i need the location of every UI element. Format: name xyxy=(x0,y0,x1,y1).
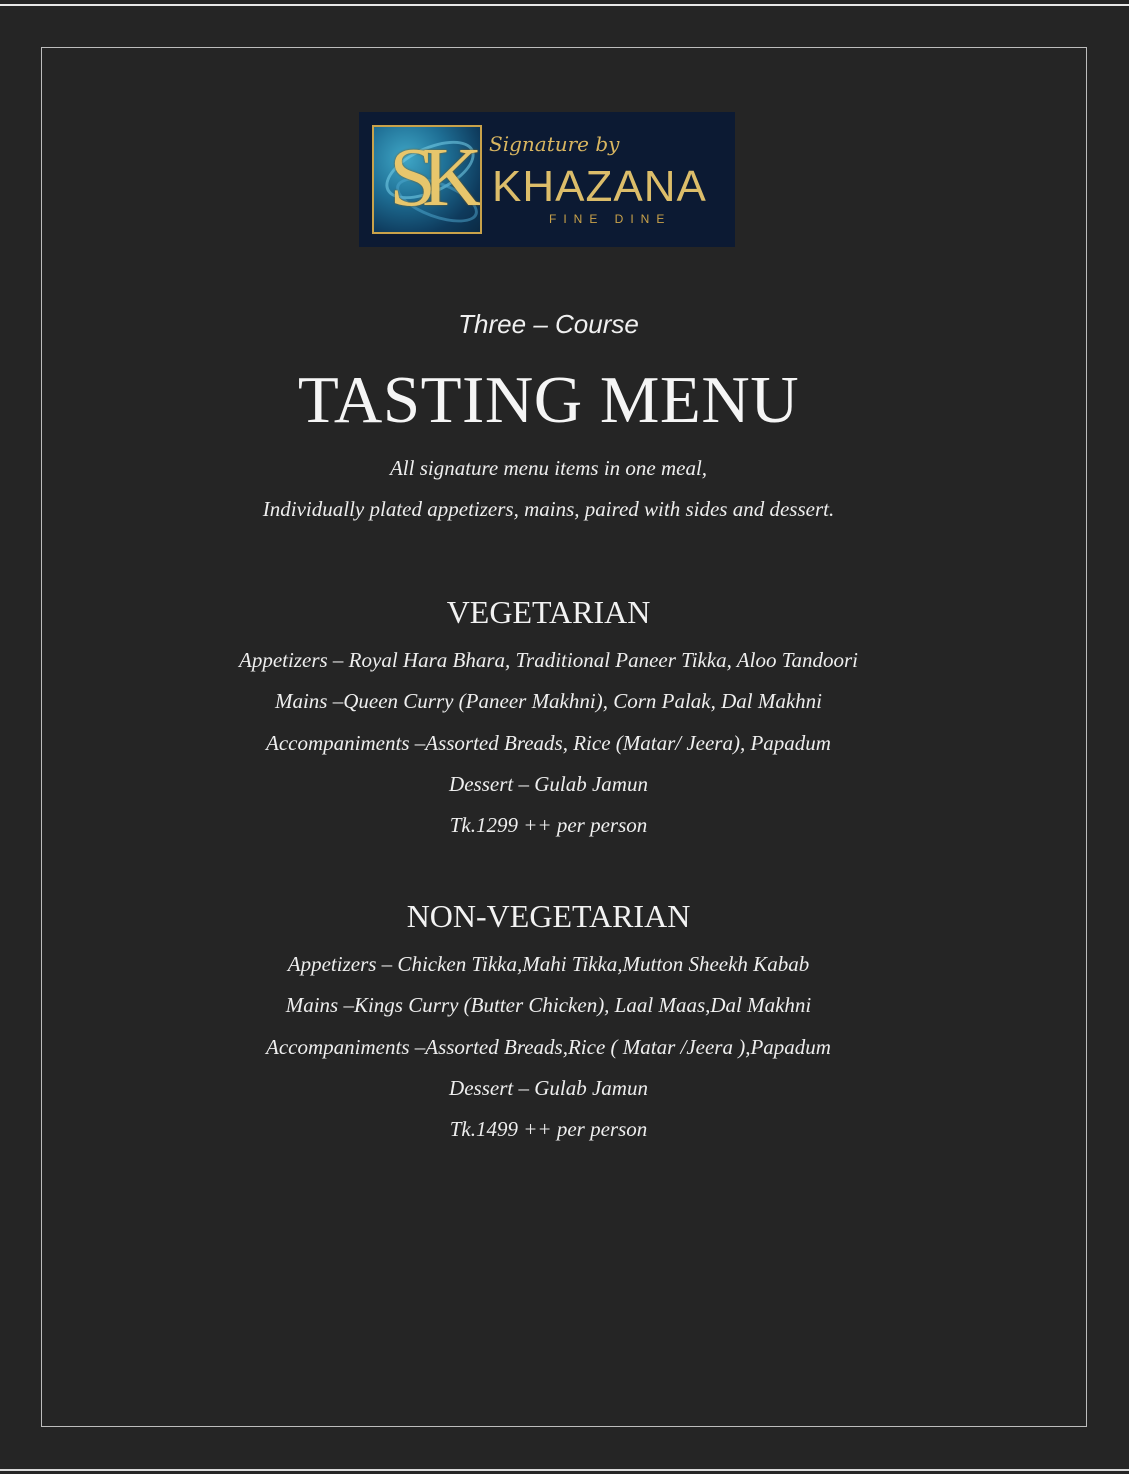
bottom-divider xyxy=(0,1469,1129,1471)
vegetarian-price: Tk.1299 ++ per person xyxy=(449,813,648,837)
non-vegetarian-price: Tk.1499 ++ per person xyxy=(449,1117,648,1141)
restaurant-logo xyxy=(359,112,735,247)
non-vegetarian-dessert: Dessert – Gulab Jamun xyxy=(449,1076,648,1100)
logo-tagline: FINE DINE xyxy=(549,212,672,226)
non-vegetarian-mains: Mains –Kings Curry (Butter Chicken), Laal Maas,Dal Makhni xyxy=(285,993,812,1017)
non-vegetarian-accompaniments: Accompaniments –Assorted Breads,Rice ( Matar /Jeera ),Papadum xyxy=(266,1035,831,1059)
vegetarian-mains: Mains –Queen Curry (Paneer Makhni), Corn Palak, Dal Makhni xyxy=(274,689,823,713)
logo-monogram-badge xyxy=(372,125,482,234)
logo-monogram: SK xyxy=(389,131,469,224)
logo-script-text: Signature by xyxy=(489,132,620,156)
menu-subtitle: Three – Course xyxy=(458,309,639,339)
vegetarian-dessert: Dessert – Gulab Jamun xyxy=(449,772,648,796)
vegetarian-appetizers: Appetizers – Royal Hara Bhara, Traditional Paneer Tikka, Aloo Tandoori xyxy=(239,648,858,672)
menu-title: TASTING MENU xyxy=(297,363,800,437)
logo-brand-name: KHAZANA xyxy=(492,162,707,211)
menu-description-line: All signature menu items in one meal, xyxy=(389,456,708,480)
vegetarian-accompaniments: Accompaniments –Assorted Breads, Rice (Matar/ Jeera), Papadum xyxy=(266,731,831,755)
vegetarian-heading: VEGETARIAN xyxy=(446,594,651,630)
menu-description-line: Individually plated appetizers, mains, paired with sides and dessert. xyxy=(262,497,835,521)
top-divider xyxy=(0,4,1129,6)
non-vegetarian-appetizers: Appetizers – Chicken Tikka,Mahi Tikka,Mutton Sheekh Kabab xyxy=(287,952,810,976)
non-vegetarian-heading: NON-VEGETARIAN xyxy=(406,898,691,934)
